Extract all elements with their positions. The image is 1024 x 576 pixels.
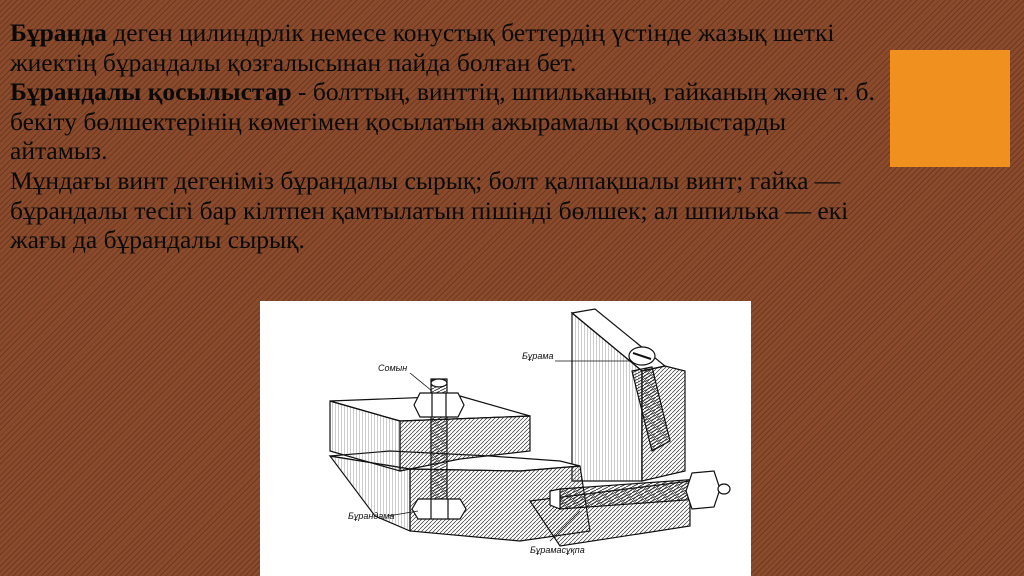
term-thread: Бұранда: [10, 18, 107, 47]
label-burama: Бұрама: [522, 351, 554, 361]
leader-somyn: [410, 373, 432, 391]
label-somyn: Сомын: [378, 363, 408, 373]
definition-fasteners: Мұндағы винт дегеніміз бұрандалы сырық; болт қалпақшалы винт; гайка — бұрандалы тесігі бар кілтпен қамтылатын пішінді бөлшек; ал шпилька — екі жағы да бұрандалы сырық.: [10, 165, 849, 255]
label-buramasuqpa: Бұрамасұқпа: [530, 545, 585, 555]
accent-box: [890, 50, 1010, 167]
definition-thread: [10, 18, 880, 77]
definition-threaded-joints-text: - болттың, винттің, шпильканың, гайканың және т. б. бекіту бөлшектерінің көмегімен қосылатын ажырамалы қосылыстарды айтамыз.: [10, 77, 875, 166]
slide-body-text: [10, 18, 880, 255]
threaded-joints-drawing: [260, 301, 751, 576]
threaded-joints-figure: [260, 301, 751, 576]
definition-thread-text: деген цилиндрлік немесе конустық беттердің үстінде жазық шеткі жиектің бұрандалы қозғалысынан пайда болған бет.: [10, 18, 835, 77]
term-threaded-joints: Бұрандалы қосылыстар: [10, 77, 292, 107]
label-burandama: Бұрандама: [348, 511, 395, 521]
definition-threaded-joints: [10, 77, 880, 166]
upright-block: [572, 309, 685, 481]
